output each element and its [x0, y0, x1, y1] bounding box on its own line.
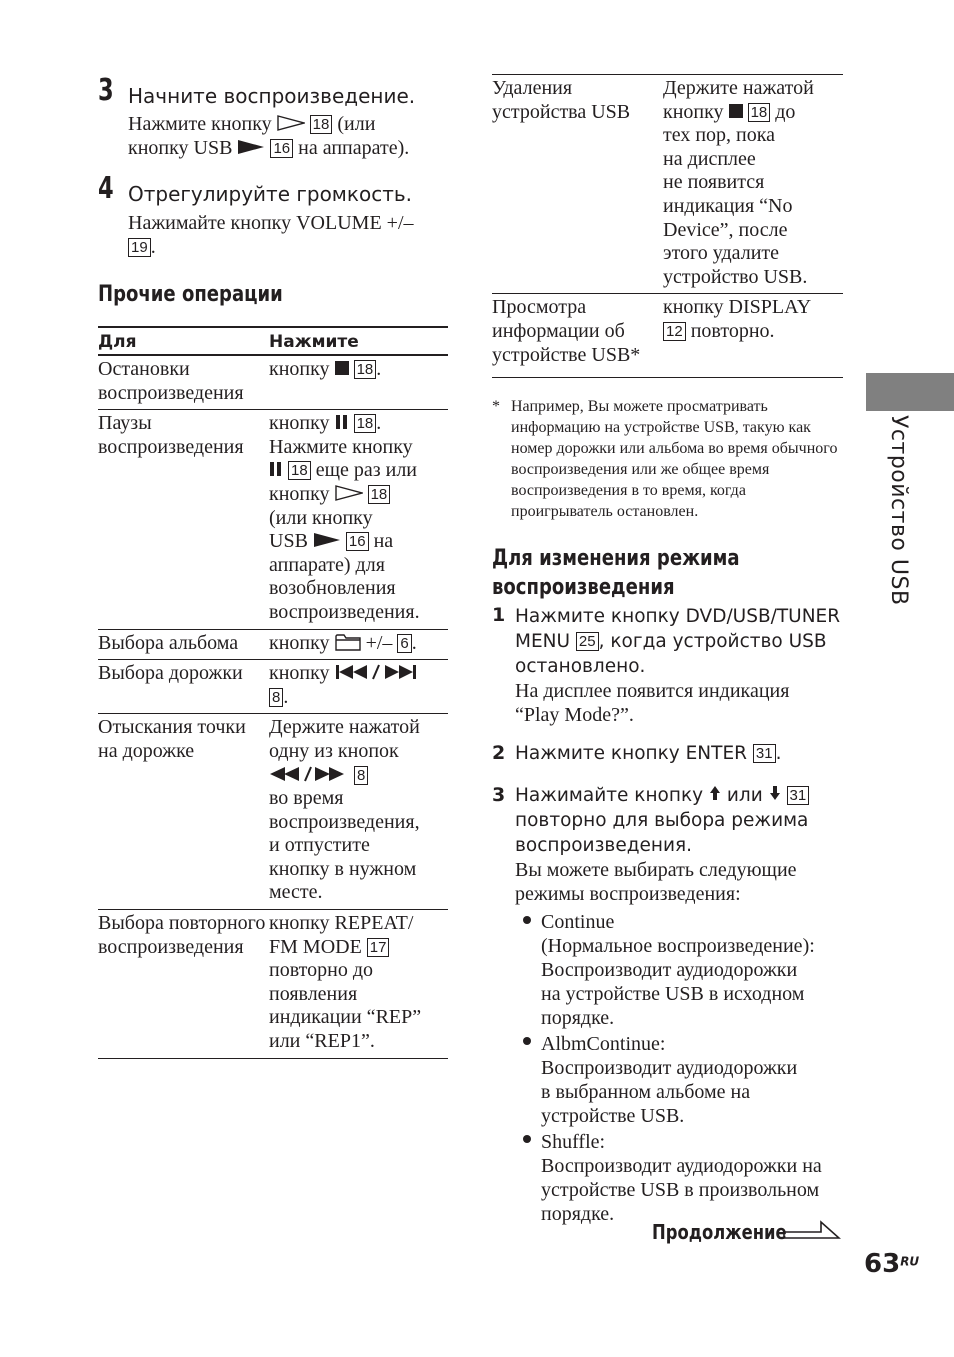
- table-row: [98, 629, 448, 660]
- row-button: кнопку DISPLAY 12 повторно.: [663, 294, 843, 378]
- step-3-number: 3: [98, 73, 114, 108]
- step-3r-number: 3: [492, 784, 506, 806]
- table-row: [98, 355, 448, 410]
- ref-box: 18: [368, 485, 391, 504]
- ref-box: 8: [269, 688, 283, 707]
- operations-table-continued: [492, 74, 843, 378]
- step-3-title: Начните воспроизведение.: [128, 84, 416, 108]
- section-title-other-operations: Прочие операции: [98, 282, 283, 307]
- ref-box: 8: [354, 766, 368, 785]
- row-action: Удаления устройства USB: [492, 75, 663, 294]
- play-icon: [277, 115, 305, 131]
- step-4-body: Нажимайте кнопку VOLUME +/– 19 .: [128, 212, 414, 258]
- row-button: кнопку 18 . Нажмите кнопку 18 еще раз или кнопку 18 (или кнопку USB 16 на аппарате) для возобновления воспроизведения.: [269, 410, 448, 629]
- ref-box: 25: [576, 632, 599, 651]
- row-button: кнопку 18 .: [269, 355, 448, 410]
- play-icon: [335, 485, 363, 501]
- row-button: Держите нажатой одну из кнопок 8 во время воспроизведения, и отпустите кнопку в нужном месте.: [269, 714, 448, 910]
- ref-box: 18: [310, 115, 333, 134]
- pause-icon: [335, 415, 349, 429]
- row-button: кнопку 8 .: [269, 660, 448, 714]
- bullet-dot: [523, 1135, 531, 1143]
- ref-box: 18: [354, 414, 377, 433]
- ref-box: 19: [128, 238, 151, 257]
- footnote: Например, Вы можете просматривать информацию на устройстве USB, такую как номер дорожки или альбома во время обычного воспроизведения или же общее время воспроизведения в то время, когда проигрыватель остановлен.: [511, 398, 838, 520]
- ref-box: 6: [397, 634, 411, 653]
- continued-label: Продолжение: [652, 1220, 787, 1244]
- table-row: [98, 410, 448, 629]
- section-title-play-mode: Для изменения режима воспроизведения: [492, 546, 740, 600]
- row-action: Просмотра информации об устройстве USB*: [492, 294, 663, 378]
- row-button: кнопку REPEAT/ FM MODE 17 повторно до появления индикации “REP” или “REP1”.: [269, 910, 448, 1059]
- table-row: [492, 294, 843, 378]
- table-row: [98, 660, 448, 714]
- bullet-item-continue: Continue (Нормальное воспроизведение): Воспроизводит аудиодорожки на устройстве USB в исходном порядке.: [541, 911, 815, 1029]
- table-row: [98, 714, 448, 910]
- ref-box: 16: [270, 139, 293, 158]
- sidebar-tab: [866, 373, 954, 411]
- table-row: [98, 910, 448, 1059]
- ref-box: 18: [354, 360, 377, 379]
- ref-box: 17: [367, 938, 390, 957]
- col-header-press: Нажмите: [269, 327, 448, 355]
- page-number: $63^{RU}$: [864, 1249, 920, 1279]
- bullet-item-shuffle: Shuffle: Воспроизводит аудиодорожки на устройстве USB в произвольном порядке.: [541, 1131, 822, 1225]
- play-filled-icon: [237, 139, 265, 155]
- bullet-item-albmcontinue: AlbmContinue: Воспроизводит аудиодорожки в выбранном альбоме на устройстве USB.: [541, 1033, 798, 1127]
- step-1: Нажмите кнопку DVD/USB/TUNER MENU 25 , когда устройство USB остановлено. На дисплее появится индикация “Play Mode?”.: [515, 606, 841, 726]
- step-2: Нажмите кнопку ENTER 31 .: [515, 743, 782, 764]
- ref-box: 18: [288, 461, 311, 480]
- row-action: Выбора дорожки: [98, 660, 269, 714]
- row-action: Паузы воспроизведения: [98, 410, 269, 629]
- stop-icon: [729, 104, 743, 118]
- prev-next-icon: [335, 664, 425, 680]
- step-4-title: Отрегулируйте громкость.: [128, 182, 412, 206]
- step-3r: Нажимайте кнопку или 31 повторно для выбора режима воспроизведения. Вы можете выбирать следующие режимы воспроизведения:: [515, 785, 809, 905]
- table-header-row: [98, 327, 448, 355]
- ref-box: 18: [748, 103, 771, 122]
- row-button: кнопку +/– 6 .: [269, 629, 448, 660]
- col-header-for: Для: [98, 327, 269, 355]
- step-2-number: 2: [492, 742, 506, 764]
- row-button: Держите нажатой кнопку 18 до тех пор, пока на дисплее не появится индикация “No Device”, после этого удалите устройство USB.: [663, 75, 843, 294]
- folder-icon: [335, 633, 361, 651]
- row-action: Выбора повторного воспроизведения: [98, 910, 269, 1059]
- stop-icon: [335, 361, 349, 375]
- pause-icon: [269, 462, 283, 476]
- operations-table: [98, 326, 448, 1059]
- row-action: Выбора альбома: [98, 629, 269, 660]
- step-3-body: Нажмите кнопку 18 (или кнопку USB 16 на аппарате).: [128, 113, 410, 159]
- down-arrow-icon: [769, 785, 781, 801]
- ref-box: 31: [787, 786, 810, 805]
- sidebar-section-label: Устройство USB: [886, 415, 911, 606]
- page-number-suffix: RU: [900, 1254, 920, 1269]
- ref-box: 31: [753, 744, 776, 763]
- table-row: [492, 75, 843, 294]
- rewind-forward-icon: [269, 766, 349, 782]
- bullet-dot: [523, 916, 531, 924]
- continued-arrow-icon: [783, 1219, 841, 1241]
- row-action: Отыскания точки на дорожке: [98, 714, 269, 910]
- step-1-number: 1: [492, 604, 506, 626]
- up-arrow-icon: [709, 785, 721, 801]
- ref-box: 16: [346, 532, 369, 551]
- footnote-mark: *: [492, 398, 500, 415]
- ref-box: 12: [663, 322, 686, 341]
- row-action: Остановки воспроизведения: [98, 355, 269, 410]
- step-4-number: 4: [98, 171, 114, 206]
- play-filled-icon: [313, 532, 341, 548]
- bullet-dot: [523, 1037, 531, 1045]
